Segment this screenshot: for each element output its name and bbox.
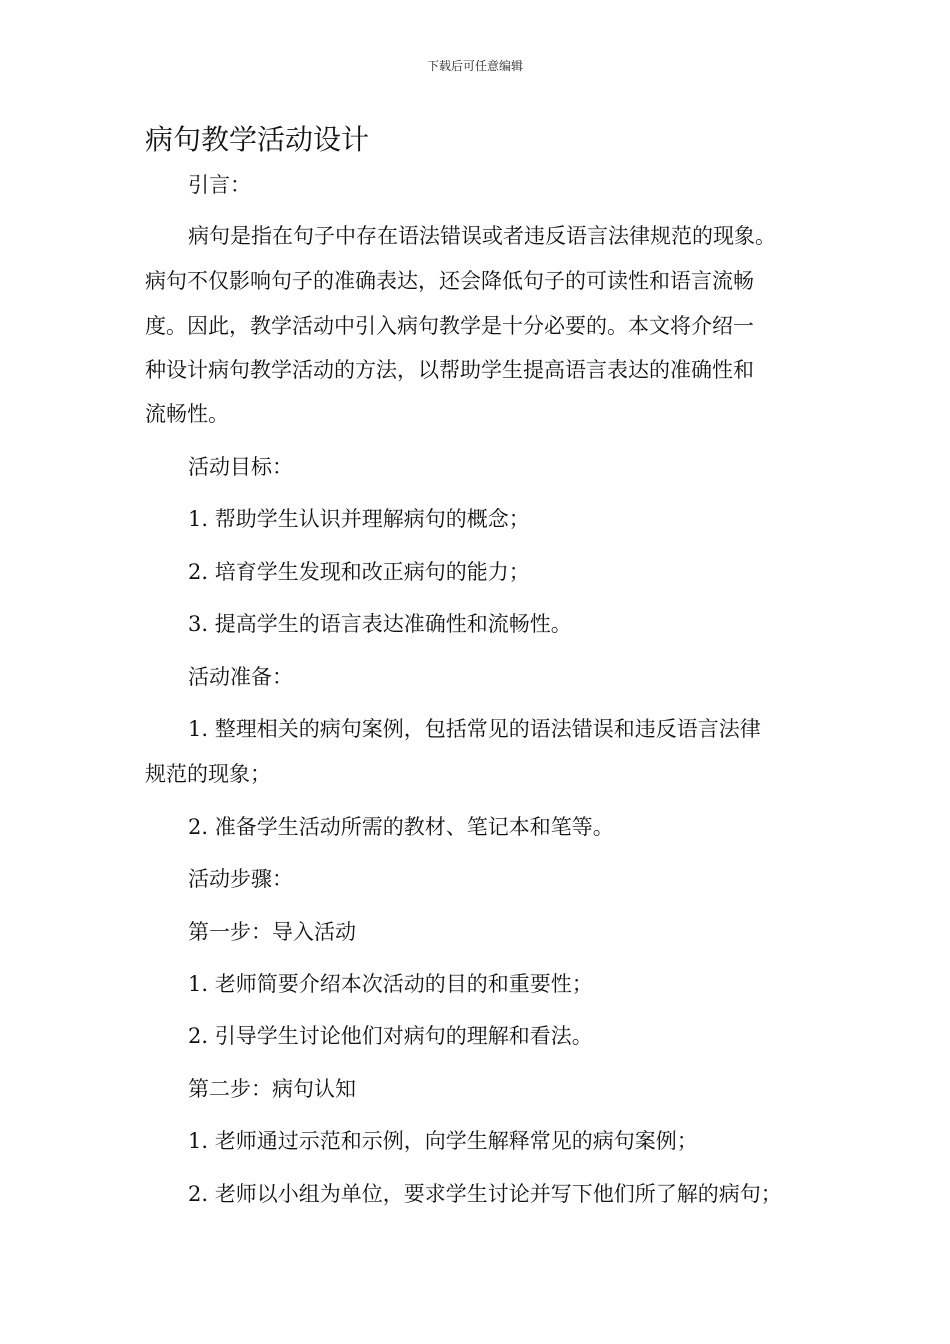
prep-item-2: 2. 准备学生活动所需的教材、笔记本和笔等。 <box>188 815 614 839</box>
intro-line-2: 病句不仅影响句子的准确表达，还会降低句子的可读性和语言流畅 <box>145 269 754 293</box>
step-2-item-2: 2. 老师以小组为单位，要求学生讨论并写下他们所了解的病句； <box>188 1182 782 1206</box>
intro-line-1: 病句是指在句子中存在语法错误或者违反语言法律规范的现象。 <box>188 224 776 248</box>
intro-line-4: 种设计病句教学活动的方法，以帮助学生提高语言表达的准确性和 <box>145 358 754 382</box>
steps-heading: 活动步骤： <box>188 867 293 891</box>
goals-heading: 活动目标： <box>188 455 293 479</box>
step-2-heading: 第二步：病句认知 <box>188 1077 356 1101</box>
intro-line-3: 度。因此，教学活动中引入病句教学是十分必要的。本文将介绍一 <box>145 314 754 338</box>
header-note: 下载后可任意编辑 <box>426 59 523 73</box>
prep-item-1-line-1: 1. 整理相关的病句案例，包括常见的语法错误和违反语言法律 <box>188 717 761 741</box>
goal-item-2: 2. 培育学生发现和改正病句的能力； <box>188 560 530 584</box>
goal-item-1: 1. 帮助学生认识并理解病句的概念； <box>188 507 530 531</box>
step-2-item-1: 1. 老师通过示范和示例，向学生解释常见的病句案例； <box>188 1129 698 1153</box>
step-1-heading: 第一步：导入活动 <box>188 920 356 944</box>
intro-heading: 引言： <box>188 173 251 197</box>
step-1-item-1: 1. 老师简要介绍本次活动的目的和重要性； <box>188 972 593 996</box>
prep-item-1-line-2: 规范的现象； <box>145 762 271 786</box>
step-1-item-2: 2. 引导学生讨论他们对病句的理解和看法。 <box>188 1024 593 1048</box>
intro-line-5: 流畅性。 <box>145 402 229 426</box>
goal-item-3: 3. 提高学生的语言表达准确性和流畅性。 <box>188 612 572 636</box>
document-title: 病句教学活动设计 <box>145 123 370 156</box>
prep-heading: 活动准备： <box>188 665 293 689</box>
